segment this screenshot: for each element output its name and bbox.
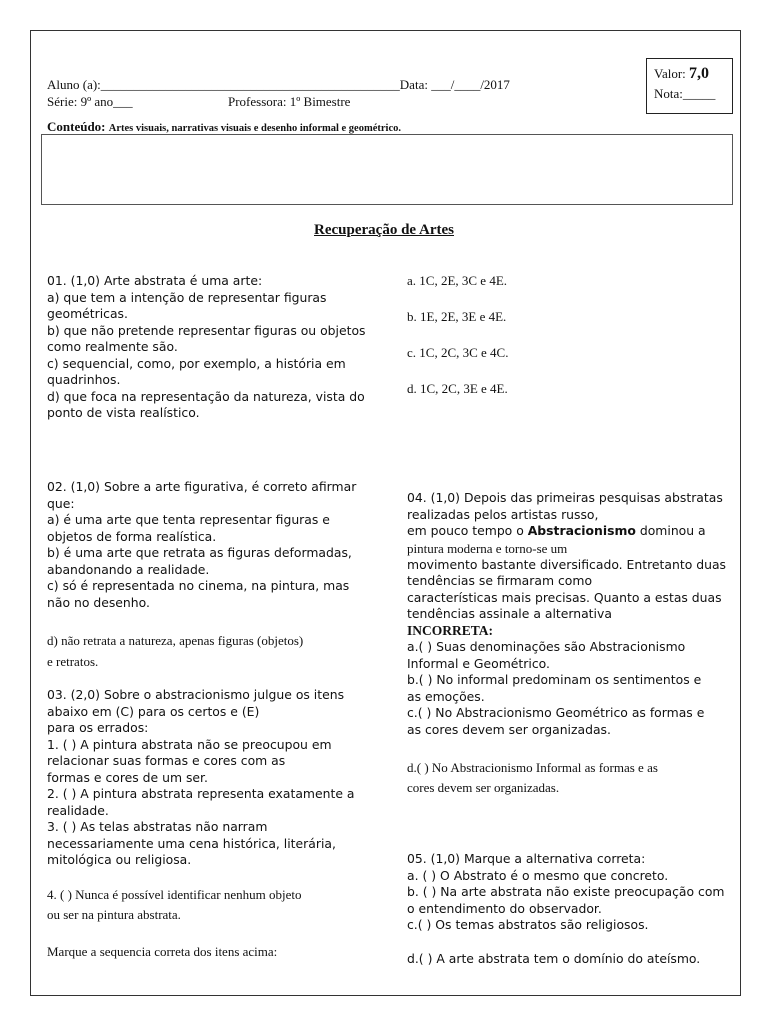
q2-option-c[interactable]: c) só é representada no cinema, na pintura, mas	[47, 578, 350, 593]
question-2: 02. (1,0) Sobre a arte figurativa, é correto afirmar que: a) é uma arte que tenta representar figuras e objetos de forma realística. b) é uma arte que retrata as figuras deformadas, abandonando a realidade. c) só é representada no cinema, na pintura, mas não no desenho.	[47, 479, 357, 610]
professora-text: Professora: 1º Bimestre	[228, 94, 351, 109]
aluno-blank[interactable]: ______________________________________________	[100, 77, 400, 92]
q2-option-a[interactable]: a) é uma arte que tenta representar figuras e	[47, 512, 330, 527]
question-2-option-d[interactable]: d) não retrata a natureza, apenas figuras (objetos) e retratos.	[47, 633, 304, 669]
grade-box	[646, 58, 733, 114]
answer-box[interactable]	[41, 134, 733, 205]
q1-option-c[interactable]: c) sequencial, como, por exemplo, a história em	[47, 355, 346, 371]
q3-item-1[interactable]: 1. ( ) A pintura abstrata não se preocupou em	[47, 736, 332, 752]
valor-label: Valor:	[654, 66, 686, 81]
q3-option-b[interactable]: b. 1E, 2E, 3E e 4E.	[407, 309, 507, 324]
aluno-line	[47, 77, 510, 93]
q3-option-c[interactable]: c. 1C, 2C, 3C e 4C.	[407, 345, 509, 360]
question-5: 05. (1,0) Marque a alternativa correta: a. ( ) O Abstrato é o mesmo que concreto. b. ( ) Na arte abstrata não existe preocupação com o entendimento do observador. c.( ) Os temas abstratos são religiosos.	[407, 851, 725, 932]
q3-item-3[interactable]: 3. ( ) As telas abstratas não narram	[47, 819, 268, 834]
q3-option-d[interactable]: d. 1C, 2C, 3E e 4E.	[407, 381, 508, 396]
conteudo-line	[47, 119, 401, 135]
question-3-item-4[interactable]: 4. ( ) Nunca é possível identificar nenhum objeto ou ser na pintura abstrata.	[47, 887, 302, 922]
q5-option-c[interactable]: c.( ) Os temas abstratos são religiosos.	[407, 917, 649, 932]
q3-option-a[interactable]: a. 1C, 2E, 3C e 4E.	[407, 273, 508, 288]
q4-option-a[interactable]: a.( ) Suas denominações são Abstracionismo	[407, 639, 686, 654]
question-3: 03. (2,0) Sobre o abstracionismo julgue os itens abaixo em (C) para os certos e (E) para os errados: 1. ( ) A pintura abstrata não se preocupou em relacionar suas formas e cores com as formas e cores de um ser. 2. ( ) A pintura abstrata representa exatamente a realidade. 3. ( ) As telas abstratas não narram necessariamente uma cena histórica, literária, mitológica ou religiosa.	[47, 687, 355, 867]
conteudo-label: Conteúdo:	[47, 119, 106, 134]
q4-option-c[interactable]: c.( ) No Abstracionismo Geométrico as formas e	[407, 705, 705, 720]
question-4: 04. (1,0) Depois das primeiras pesquisas abstratas realizadas pelos artistas russo, em pouco tempo o Abstracionismo dominou a pintura moderna e torno-se um movimento bastante diversificado. Entretanto duas tendências se firmaram como características mais precisas. Quanto a estas duas tendências assinale a alternativa INCORRETA: a.( ) Suas denominações são Abstracionismo Informal e Geométrico. b.( ) No informal predominam os sentimentos e as emoções. c.( ) No Abstracionismo Geométrico as formas e as cores devem ser organizadas.	[407, 490, 726, 737]
conteudo-text: Artes visuais, narrativas visuais e desenho informal e geométrico.	[108, 123, 401, 134]
q5-option-b[interactable]: b. ( ) Na arte abstrata não existe preocupação com	[407, 884, 725, 899]
data-label: Data:	[399, 77, 428, 92]
q1-option-b[interactable]: b) que não pretende representar figuras ou objetos	[47, 322, 366, 338]
nota-field[interactable]: Nota:_____	[654, 86, 716, 101]
question-1: 01. (1,0) Arte abstrata é uma arte: a) que tem a intenção de representar figuras geométricas. b) que não pretende representar figuras ou objetos como realmente são. c) sequencial, como, por exemplo, a história em quadrinhos. d) que foca na representação da natureza, vista do ponto de vista realístico.	[47, 273, 366, 420]
valor-value: 7,0	[689, 65, 710, 82]
page-title: Recuperação de Artes	[314, 222, 454, 238]
q1-option-d[interactable]: d) que foca na representação da natureza, vista do	[47, 388, 365, 404]
question-3-footer: Marque a sequencia correta dos itens acima:	[47, 944, 278, 959]
q4-option-b[interactable]: b.( ) No informal predominam os sentimentos e	[407, 672, 702, 687]
question-5-option-d[interactable]: d.( ) A arte abstrata tem o domínio do ateísmo.	[407, 951, 701, 966]
question-3-options	[407, 272, 508, 398]
q2-option-b[interactable]: b) é uma arte que retrata as figuras deformadas,	[47, 545, 352, 560]
question-4-option-d[interactable]: d.( ) No Abstracionismo Informal as formas e as cores devem ser organizadas.	[407, 760, 658, 795]
aluno-label: Aluno (a):	[47, 77, 101, 92]
serie-text: Série: 9º ano___	[47, 94, 133, 109]
q5-option-a[interactable]: a. ( ) O Abstrato é o mesmo que concreto.	[407, 867, 669, 883]
q3-item-2[interactable]: 2. ( ) A pintura abstrata representa exatamente a	[47, 786, 355, 801]
q1-option-a[interactable]: a) que tem a intenção de representar figuras	[47, 289, 327, 305]
date-blank[interactable]: ___/____/2017	[431, 77, 510, 92]
